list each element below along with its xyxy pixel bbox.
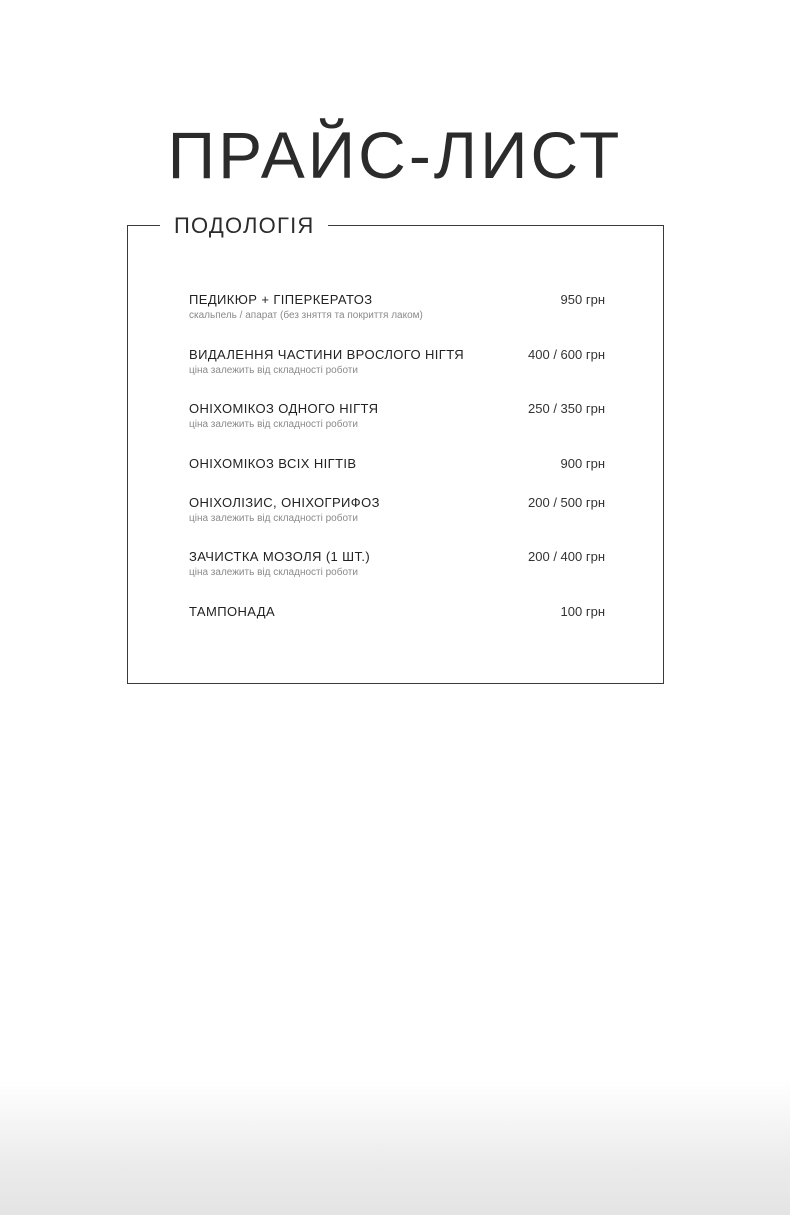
list-item bbox=[189, 604, 605, 620]
list-item bbox=[189, 456, 605, 472]
item-note: ціна залежить від складності роботи bbox=[189, 513, 358, 524]
item-note: ціна залежить від складності роботи bbox=[189, 419, 358, 430]
price-list-box bbox=[127, 213, 664, 684]
list-item bbox=[189, 549, 605, 579]
item-name: ЗАЧИСТКА МОЗОЛЯ (1 ШТ.) bbox=[189, 549, 371, 564]
item-price: 250 / 350 грн bbox=[528, 401, 605, 416]
item-name: ОНІХОМІКОЗ ВСІХ НІГТІВ bbox=[189, 456, 357, 471]
list-item bbox=[189, 495, 605, 525]
item-note: ціна залежить від складності роботи bbox=[189, 567, 358, 578]
item-note: ціна залежить від складності роботи bbox=[189, 365, 358, 376]
list-item bbox=[189, 292, 605, 322]
item-name: ОНІХОЛІЗИС, ОНІХОГРИФОЗ bbox=[189, 495, 380, 510]
bottom-shade bbox=[0, 1080, 790, 1215]
item-price: 200 / 500 грн bbox=[528, 495, 605, 510]
item-price: 900 грн bbox=[560, 456, 605, 471]
list-item bbox=[189, 401, 605, 431]
item-price: 100 грн bbox=[560, 604, 605, 619]
item-name: ВИДАЛЕННЯ ЧАСТИНИ ВРОСЛОГО НІГТЯ bbox=[189, 347, 465, 362]
item-note: скальпель / апарат (без зняття та покриття лаком) bbox=[189, 310, 423, 321]
item-price: 200 / 400 грн bbox=[528, 549, 605, 564]
section-title: ПОДОЛОГІЯ bbox=[160, 214, 328, 238]
item-price: 950 грн bbox=[560, 292, 605, 307]
page-title: ПРАЙС-ЛИСТ bbox=[167, 118, 623, 192]
item-price: 400 / 600 грн bbox=[528, 347, 605, 362]
item-name: ПЕДИКЮР + ГІПЕРКЕРАТОЗ bbox=[189, 292, 373, 307]
item-name: ОНІХОМІКОЗ ОДНОГО НІГТЯ bbox=[189, 401, 379, 416]
item-name: ТАМПОНАДА bbox=[189, 604, 276, 619]
list-item bbox=[189, 347, 605, 377]
